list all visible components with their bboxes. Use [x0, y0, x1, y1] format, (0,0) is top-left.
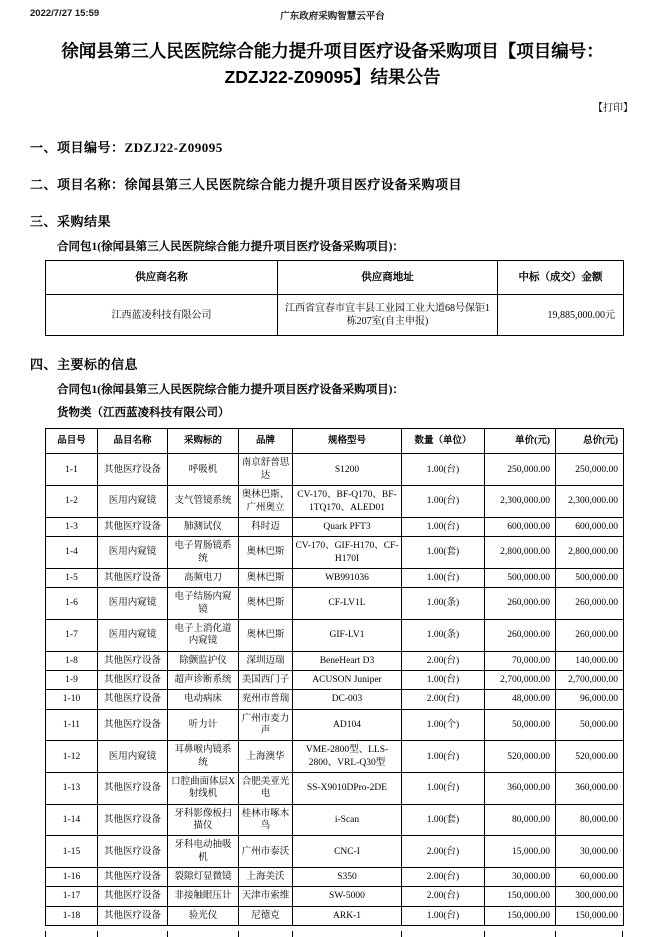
- brand-cell: 上海美沃: [239, 868, 293, 887]
- subject-package-line: 合同包1(徐闻县第三人民医院综合能力提升项目医疗设备采购项目)：: [57, 384, 404, 397]
- table-row: [46, 588, 624, 620]
- quantity-cell: 1.00(台): [402, 568, 485, 587]
- table-row: [46, 836, 624, 868]
- quantity-cell: 1.00(台): [402, 773, 485, 805]
- subject-category-line: 货物类（江西蓝凌科技有限公司）: [57, 407, 230, 420]
- supplier-result-table: [45, 260, 624, 337]
- print-header: [30, 8, 635, 22]
- brand-cell: 尼德克: [239, 906, 293, 925]
- item-category-cell: 其他医疗设备: [98, 709, 168, 741]
- unit-price-cell: 80,000.00: [485, 804, 556, 836]
- print-button[interactable]: 【打印】: [593, 102, 633, 114]
- column-border-stub: [238, 931, 239, 937]
- col-unit-price: 单价(元): [485, 429, 556, 454]
- unit-price-cell: 2,800,000.00: [485, 537, 556, 569]
- model-cell: CV-170、GIF-H170、CF-H170I: [293, 537, 402, 569]
- unit-price-cell: 520,000.00: [485, 741, 556, 773]
- item-category-cell: 医用内窥镜: [98, 741, 168, 773]
- quantity-cell: 2.00(台): [402, 836, 485, 868]
- item-category-cell: 医用内窥镜: [98, 588, 168, 620]
- total-price-cell: 2,300,000.00: [556, 486, 624, 518]
- procurement-subject-cell: 超声诊断系统: [168, 670, 239, 689]
- procurement-subject-cell: 高频电刀: [168, 568, 239, 587]
- item-no-cell: 1-16: [46, 868, 98, 887]
- item-category-cell: 其他医疗设备: [98, 887, 168, 906]
- table-row: [46, 773, 624, 805]
- quantity-cell: 1.00(套): [402, 537, 485, 569]
- item-no-cell: 1-8: [46, 651, 98, 670]
- col-item-category: 品目名称: [98, 429, 168, 454]
- item-no-cell: 1-6: [46, 588, 98, 620]
- total-price-cell: 96,000.00: [556, 690, 624, 709]
- col-award-amount: 中标（成交）金额: [498, 260, 624, 295]
- unit-price-cell: 360,000.00: [485, 773, 556, 805]
- brand-cell: 奥林巴斯: [239, 619, 293, 651]
- brand-cell: 桂林市啄木鸟: [239, 804, 293, 836]
- quantity-cell: 2.00(台): [402, 690, 485, 709]
- column-border-stub: [167, 931, 168, 937]
- item-no-cell: 1-11: [46, 709, 98, 741]
- supplier-table-header: [46, 260, 624, 295]
- col-item-no: 品目号: [46, 429, 98, 454]
- model-cell: ARK-1: [293, 906, 402, 925]
- brand-cell: 奥林巴斯: [239, 537, 293, 569]
- supplier-address-cell: 江西省宜春市宜丰县工业园工业大道68号保钜1栋207室(自主申报): [278, 295, 498, 336]
- brand-cell: 南京舒普思达: [239, 454, 293, 486]
- procurement-subject-cell: 除颤监护仪: [168, 651, 239, 670]
- table-row: [46, 887, 624, 906]
- unit-price-cell: 150,000.00: [485, 887, 556, 906]
- item-category-cell: 其他医疗设备: [98, 651, 168, 670]
- unit-price-cell: 48,000.00: [485, 690, 556, 709]
- unit-price-cell: 15,000.00: [485, 836, 556, 868]
- site-title: 广东政府采购智慧云平台: [280, 11, 385, 22]
- table-row: [46, 741, 624, 773]
- total-price-cell: 250,000.00: [556, 454, 624, 486]
- item-category-cell: 其他医疗设备: [98, 836, 168, 868]
- procurement-subject-cell: 电子结肠内窥镜: [168, 588, 239, 620]
- supplier-table-body: [46, 295, 624, 336]
- unit-price-cell: 600,000.00: [485, 517, 556, 536]
- section-project-name: 二、项目名称：徐闻县第三人民医院综合能力提升项目医疗设备采购项目: [30, 176, 463, 192]
- quantity-cell: 1.00(台): [402, 454, 485, 486]
- item-category-cell: 其他医疗设备: [98, 670, 168, 689]
- column-border-stub: [622, 931, 623, 937]
- total-price-cell: 50,000.00: [556, 709, 624, 741]
- model-cell: ACUSON Juniper: [293, 670, 402, 689]
- total-price-cell: 260,000.00: [556, 619, 624, 651]
- quantity-cell: 1.00(个): [402, 709, 485, 741]
- unit-price-cell: 2,700,000.00: [485, 670, 556, 689]
- unit-price-cell: 250,000.00: [485, 454, 556, 486]
- column-border-stub: [97, 931, 98, 937]
- procurement-subject-cell: 验光仪: [168, 906, 239, 925]
- procurement-subject-cell: 听力计: [168, 709, 239, 741]
- item-no-cell: 1-9: [46, 670, 98, 689]
- total-price-cell: 260,000.00: [556, 588, 624, 620]
- unit-price-cell: 2,300,000.00: [485, 486, 556, 518]
- next-row-border-stubs: [45, 931, 623, 937]
- table-row: [46, 517, 624, 536]
- col-brand: 品牌: [239, 429, 293, 454]
- column-border-stub: [292, 931, 293, 937]
- procurement-subject-cell: 呼吸机: [168, 454, 239, 486]
- total-price-cell: 150,000.00: [556, 906, 624, 925]
- section-project-number: 一、项目编号：ZDZJ22-Z09095: [30, 139, 223, 155]
- model-cell: CNC-I: [293, 836, 402, 868]
- item-category-cell: 医用内窥镜: [98, 486, 168, 518]
- item-category-cell: 其他医疗设备: [98, 773, 168, 805]
- item-category-cell: 其他医疗设备: [98, 517, 168, 536]
- table-row: [46, 690, 624, 709]
- item-category-cell: 医用内窥镜: [98, 619, 168, 651]
- quantity-cell: 2.00(台): [402, 651, 485, 670]
- brand-cell: 奥林巴斯: [239, 568, 293, 587]
- table-row: [46, 709, 624, 741]
- items-table-header: [46, 429, 624, 454]
- model-cell: Quark PFT3: [293, 517, 402, 536]
- procurement-subject-cell: 电子胃肠镜系统: [168, 537, 239, 569]
- total-price-cell: 2,800,000.00: [556, 537, 624, 569]
- award-amount-cell: 19,885,000.00元: [498, 295, 624, 336]
- item-no-cell: 1-10: [46, 690, 98, 709]
- items-table-body: [46, 454, 624, 926]
- procurement-subject-cell: 电子上消化道内窥镜: [168, 619, 239, 651]
- table-header-row: [46, 429, 624, 454]
- table-row: [46, 537, 624, 569]
- item-no-cell: 1-7: [46, 619, 98, 651]
- item-no-cell: 1-5: [46, 568, 98, 587]
- table-row: [46, 804, 624, 836]
- brand-cell: 美国西门子: [239, 670, 293, 689]
- table-row: [46, 486, 624, 518]
- item-no-cell: 1-3: [46, 517, 98, 536]
- total-price-cell: 140,000.00: [556, 651, 624, 670]
- brand-cell: 广州市泰沃: [239, 836, 293, 868]
- item-category-cell: 其他医疗设备: [98, 568, 168, 587]
- page-title: 徐闻县第三人民医院综合能力提升项目医疗设备采购项目【项目编号：ZDZJ22-Z09095】结果公告: [61, 41, 604, 88]
- item-category-cell: 其他医疗设备: [98, 690, 168, 709]
- item-no-cell: 1-2: [46, 486, 98, 518]
- model-cell: i-Scan: [293, 804, 402, 836]
- quantity-cell: 1.00(套): [402, 804, 485, 836]
- brand-cell: 上海澳华: [239, 741, 293, 773]
- procurement-subject-cell: 耳鼻喉内镜系统: [168, 741, 239, 773]
- item-category-cell: 其他医疗设备: [98, 804, 168, 836]
- column-border-stub: [555, 931, 556, 937]
- table-row: [46, 619, 624, 651]
- quantity-cell: 1.00(台): [402, 486, 485, 518]
- model-cell: S350: [293, 868, 402, 887]
- total-price-cell: 600,000.00: [556, 517, 624, 536]
- item-no-cell: 1-1: [46, 454, 98, 486]
- col-total-price: 总价(元): [556, 429, 624, 454]
- unit-price-cell: 70,000.00: [485, 651, 556, 670]
- unit-price-cell: 50,000.00: [485, 709, 556, 741]
- item-no-cell: 1-15: [46, 836, 98, 868]
- model-cell: DC-003: [293, 690, 402, 709]
- procurement-subject-cell: 电动病床: [168, 690, 239, 709]
- col-quantity: 数量（单位）: [402, 429, 485, 454]
- total-price-cell: 30,000.00: [556, 836, 624, 868]
- brand-cell: 奥林巴斯: [239, 588, 293, 620]
- col-supplier-name: 供应商名称: [46, 260, 278, 295]
- total-price-cell: 80,000.00: [556, 804, 624, 836]
- section-subject-info: 四、主要标的信息: [30, 357, 139, 373]
- col-model: 规格型号: [293, 429, 402, 454]
- model-cell: VME-2800型、LLS-2800、VRL-Q30型: [293, 741, 402, 773]
- item-category-cell: 其他医疗设备: [98, 868, 168, 887]
- unit-price-cell: 150,000.00: [485, 906, 556, 925]
- table-row: [46, 651, 624, 670]
- item-no-cell: 1-12: [46, 741, 98, 773]
- model-cell: CV-170、BF-Q170、BF-1TQ170、ALED01: [293, 486, 402, 518]
- table-row: [46, 454, 624, 486]
- col-procurement-subject: 采购标的: [168, 429, 239, 454]
- quantity-cell: 1.00(条): [402, 619, 485, 651]
- brand-cell: 奥林巴斯、广州奥立: [239, 486, 293, 518]
- item-category-cell: 其他医疗设备: [98, 906, 168, 925]
- model-cell: SS-X9010DPro-2DE: [293, 773, 402, 805]
- item-category-cell: 医用内窥镜: [98, 537, 168, 569]
- supplier-name-cell: 江西蓝凌科技有限公司: [46, 295, 278, 336]
- item-category-cell: 其他医疗设备: [98, 454, 168, 486]
- quantity-cell: 1.00(台): [402, 906, 485, 925]
- col-supplier-address: 供应商地址: [278, 260, 498, 295]
- model-cell: AD104: [293, 709, 402, 741]
- procurement-subject-cell: 裂隙灯显微镜: [168, 868, 239, 887]
- brand-cell: 广州市麦力声: [239, 709, 293, 741]
- table-row: [46, 295, 624, 336]
- procurement-subject-cell: 牙科影像板扫描仪: [168, 804, 239, 836]
- total-price-cell: 520,000.00: [556, 741, 624, 773]
- quantity-cell: 1.00(条): [402, 588, 485, 620]
- brand-cell: 合肥美亚光电: [239, 773, 293, 805]
- unit-price-cell: 260,000.00: [485, 588, 556, 620]
- item-no-cell: 1-13: [46, 773, 98, 805]
- procurement-subject-cell: 口腔曲面体层X射线机: [168, 773, 239, 805]
- total-price-cell: 2,700,000.00: [556, 670, 624, 689]
- unit-price-cell: 260,000.00: [485, 619, 556, 651]
- brand-cell: 科时迈: [239, 517, 293, 536]
- item-no-cell: 1-14: [46, 804, 98, 836]
- table-header-row: [46, 260, 624, 295]
- total-price-cell: 60,000.00: [556, 868, 624, 887]
- section-procurement-result: 三、采购结果: [30, 213, 112, 229]
- table-row: [46, 568, 624, 587]
- print-button-row: [30, 99, 635, 114]
- item-no-cell: 1-17: [46, 887, 98, 906]
- items-table: [45, 428, 624, 926]
- table-row: [46, 906, 624, 925]
- column-border-stub: [45, 931, 46, 937]
- model-cell: BeneHeart D3: [293, 651, 402, 670]
- quantity-cell: 2.00(台): [402, 868, 485, 887]
- item-no-cell: 1-18: [46, 906, 98, 925]
- model-cell: S1200: [293, 454, 402, 486]
- procurement-subject-cell: 非接触眼压计: [168, 887, 239, 906]
- model-cell: SW-5000: [293, 887, 402, 906]
- result-package-line: 合同包1(徐闻县第三人民医院综合能力提升项目医疗设备采购项目)：: [57, 240, 404, 253]
- total-price-cell: 500,000.00: [556, 568, 624, 587]
- print-timestamp: 2022/7/27 15:59: [30, 8, 100, 19]
- column-border-stub: [484, 931, 485, 937]
- table-row: [46, 670, 624, 689]
- brand-cell: 兖州市普瑞: [239, 690, 293, 709]
- procurement-subject-cell: 支气管镜系统: [168, 486, 239, 518]
- procurement-subject-cell: 肺测试仪: [168, 517, 239, 536]
- model-cell: WB991036: [293, 568, 402, 587]
- unit-price-cell: 500,000.00: [485, 568, 556, 587]
- total-price-cell: 360,000.00: [556, 773, 624, 805]
- quantity-cell: 1.00(台): [402, 670, 485, 689]
- total-price-cell: 300,000.00: [556, 887, 624, 906]
- column-border-stub: [401, 931, 402, 937]
- procurement-subject-cell: 牙科电动抽吸机: [168, 836, 239, 868]
- table-row: [46, 868, 624, 887]
- quantity-cell: 2.00(台): [402, 887, 485, 906]
- brand-cell: 深圳迈瑞: [239, 651, 293, 670]
- item-no-cell: 1-4: [46, 537, 98, 569]
- unit-price-cell: 30,000.00: [485, 868, 556, 887]
- quantity-cell: 1.00(台): [402, 741, 485, 773]
- quantity-cell: 1.00(台): [402, 517, 485, 536]
- model-cell: GIF-LV1: [293, 619, 402, 651]
- brand-cell: 天津市索维: [239, 887, 293, 906]
- model-cell: CF-LV1L: [293, 588, 402, 620]
